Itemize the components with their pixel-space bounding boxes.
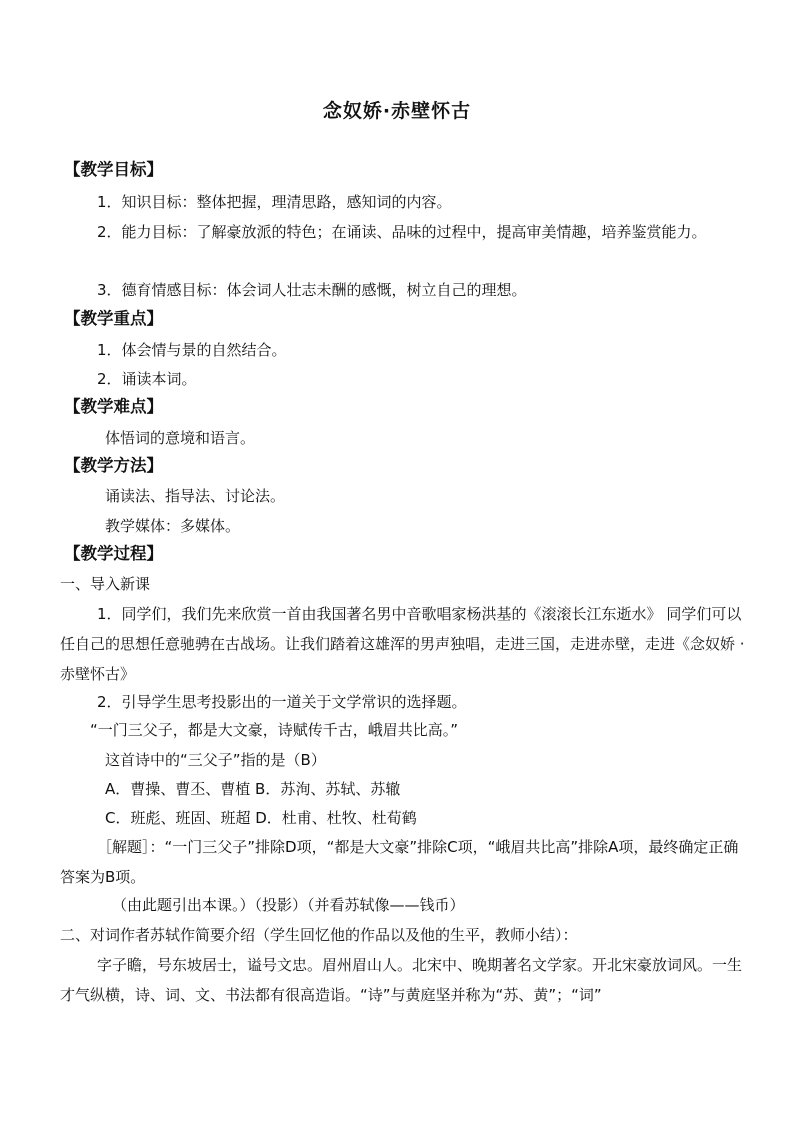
heading-objectives: 【教学目标】: [64, 160, 163, 179]
heading-methods: 【教学方法】: [64, 456, 163, 475]
key-point-1: 1．体会情与景的自然结合。: [97, 341, 287, 359]
heading-key-points: 【教学重点】: [64, 309, 163, 328]
process-paragraph-1: 1．同学们，我们先来欣赏一首由我国著名男中音歌唱家杨洪基的《滚滚长江东逝水》 同学们可以任自己的思想任意驰骋在古战场。让我们踏着这雄浑的男声独唱，走进三国，走进赤壁，走进《念奴娇 · 赤壁怀古》: [60, 605, 745, 683]
key-point-2: 2．诵读本词。: [97, 370, 197, 388]
options-a-b: A．曹操、曹丕、曹植 B．苏洵、苏轼、苏辙: [105, 780, 401, 798]
options-c-d: C．班彪、班固、班超 D．杜甫、杜牧、杜荀鹤: [105, 809, 417, 827]
poem-quote: “一门三父子，都是大文豪，诗赋传千古，峨眉共比高。”: [90, 721, 459, 739]
method-1: 诵读法、指导法、讨论法。: [105, 487, 286, 505]
process-part1-title: 一、导入新课: [60, 575, 151, 593]
document-title: 念奴娇·赤壁怀古: [322, 100, 472, 122]
analysis-text: ［解题］：“一门三父子”排除D项，“都是大文豪”排除C项，“峨眉共比高”排除A项，最终确定正确答案为B项。: [60, 838, 739, 886]
process-paragraph-2: 2．引导学生思考投影出的一道关于文学常识的选择题。: [97, 693, 467, 711]
method-2: 教学媒体：多媒体。: [105, 517, 241, 535]
objective-item-1: 1．知识目标：整体把握，理清思路，感知词的内容。: [97, 193, 452, 211]
author-bio: 字子瞻，号东坡居士，谥号文忠。眉州眉山人。北宋中、晚期著名文学家。开北宋豪放词风。一生才气纵横，诗、词、文、书法都有很高造诣。“诗”与黄庭坚并称为“苏、黄”；“词”: [60, 956, 743, 1004]
lesson-note: （由此题引出本课。）（投影）（并看苏轼像——钱币）: [112, 896, 465, 914]
heading-difficulties: 【教学难点】: [64, 397, 163, 416]
objective-item-2: 2．能力目标：了解豪放派的特色；在诵读、品味的过程中，提高审美情趣，培养鉴赏能力。: [97, 223, 707, 241]
heading-process: 【教学过程】: [64, 544, 163, 563]
objective-item-3: 3．德育情感目标：体会词人壮志未酬的感慨，树立自己的理想。: [97, 281, 527, 299]
question-text: 这首诗中的“三父子”指的是（B）: [105, 751, 326, 769]
difficulty-1: 体悟词的意境和语言。: [105, 429, 256, 447]
process-part2-title: 二、对词作者苏轼作简要介绍（学生回忆他的作品以及他的生平，教师小结）：: [60, 926, 578, 944]
